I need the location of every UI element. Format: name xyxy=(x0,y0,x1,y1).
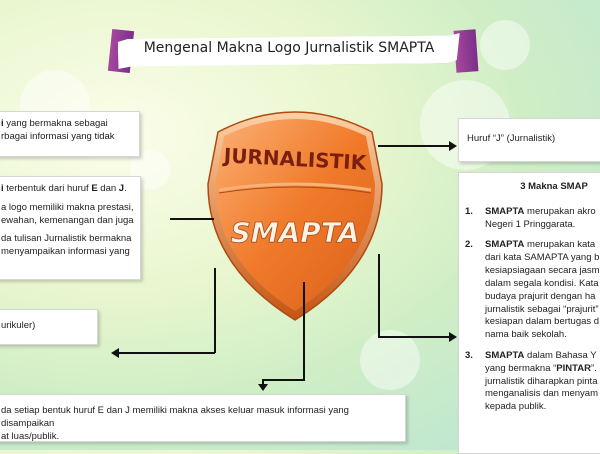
box-bottom: da setiap bentuk huruf E dan J memiliki makna akses keluar masuk informasi yang disampaikan at luas/publik. xyxy=(0,394,406,442)
box-mid-left: i terbentuk dari huruf E dan J. a logo memiliki makna prestasi, ewahan, kemenangan dan juga da tulisan Jurnalistik bermakna menyampaikan informasi yang xyxy=(0,176,141,280)
box-top-left: i yang bermakna sebagai rbagai informasi yang tidak xyxy=(0,111,140,157)
list-item: 1. SMAPTA merupakan akro Negeri 1 Pringgarata. xyxy=(465,205,596,230)
list-item: 3. SMAPTA dalam Bahasa Y yang bermakna “PINTAR”. jurnalistik diharapkan pinta menganalisis dan menyam kepada publik. xyxy=(465,349,599,413)
connector-ekstra-horizontal xyxy=(118,352,215,354)
connector-makna-horizontal xyxy=(378,336,450,338)
shield-main-text: SMAPTA xyxy=(230,216,360,249)
makna-heading: 3 Makna SMAP xyxy=(520,181,588,192)
jurnalistik-shield-logo xyxy=(200,100,390,325)
connector-bottom-horizontal xyxy=(262,379,305,381)
box-ekstrakurikuler: urikuler) xyxy=(0,309,98,345)
box-3-makna xyxy=(458,172,600,454)
connector-makna-vertical xyxy=(378,254,380,336)
connector-bottom-vertical xyxy=(303,282,305,379)
arrow-down-icon xyxy=(258,384,268,391)
page-title: Mengenal Makna Logo Jurnalistik SMAPTA xyxy=(143,40,435,56)
connector-mid-left xyxy=(170,218,214,220)
arrow-right-icon xyxy=(449,141,457,151)
shield-top-text: JURNALISTIK xyxy=(223,143,367,175)
box-huruf-j: Huruf “J” (Jurnalistik) xyxy=(458,118,600,162)
connector-huruf-j xyxy=(378,145,450,147)
list-item: 2. SMAPTA merupakan kata dari kata SAMAPTA yang b kesiapsiagaan secara jasm dalam segala kondisi. Kata budaya prajurit dengan ha jurnalistik sebagai “prajurit” kesiapan dalam bertugas d nama baik sekolah. xyxy=(465,239,600,341)
arrow-right-icon xyxy=(449,332,457,342)
arrow-left-icon xyxy=(111,348,119,358)
connector-ekstra-vertical xyxy=(214,268,216,353)
